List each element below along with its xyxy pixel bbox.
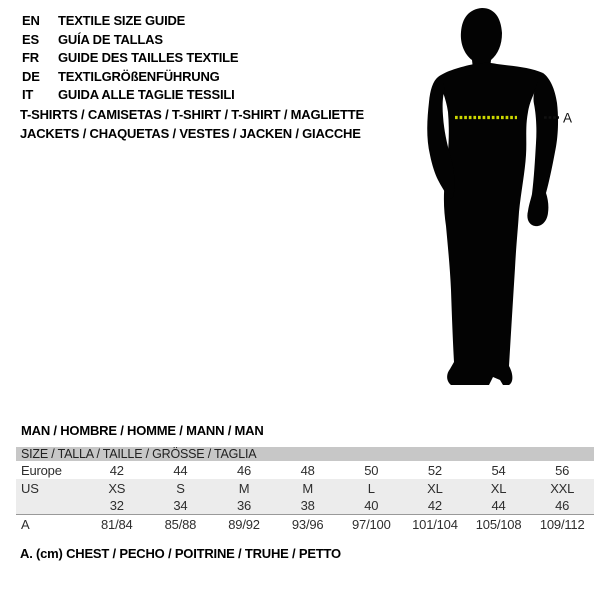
language-title: GUÍA DE TALLAS [58, 31, 163, 47]
size-value: L [367, 480, 375, 496]
size-value: 81/84 [101, 517, 133, 532]
row-label: Europe [21, 462, 62, 478]
chest-label-a: A [563, 110, 573, 126]
category-jackets: JACKETS / CHAQUETAS / VESTES / JACKEN / GIACCHE [20, 125, 361, 141]
size-value: M [302, 480, 313, 496]
size-value: 89/92 [228, 517, 260, 532]
language-row [22, 86, 238, 105]
silhouette-head [461, 8, 502, 69]
size-value: 44 [173, 462, 188, 478]
size-value: XXL [550, 480, 575, 496]
size-value: S [176, 480, 185, 496]
table-row-numeric [16, 497, 594, 514]
size-value: XL [490, 480, 507, 496]
size-value: 46 [237, 462, 252, 478]
language-row [22, 31, 238, 50]
size-value: 36 [237, 498, 252, 513]
language-title: TEXTILE SIZE GUIDE [58, 13, 186, 28]
language-row [22, 12, 238, 31]
row-label: A [21, 517, 30, 532]
table-row-us [16, 479, 594, 497]
size-table [16, 447, 594, 534]
language-code: FR [22, 50, 39, 65]
garment-categories [20, 106, 364, 143]
size-table-header-label: SIZE / TALLA / TAILLE / GRÖSSE / TAGLIA [21, 447, 257, 461]
row-label: US [21, 480, 39, 496]
language-row [22, 68, 238, 87]
size-value: 109/112 [539, 517, 585, 532]
table-row-europe [16, 461, 594, 479]
size-value: 56 [555, 462, 570, 478]
size-value: 50 [364, 462, 379, 478]
size-value: 46 [555, 498, 570, 513]
size-value: 97/100 [352, 517, 391, 532]
table-row-chest [16, 514, 594, 534]
size-value: 38 [300, 498, 315, 513]
language-list [22, 12, 238, 105]
language-title: TEXTILGRÖßENFÜHRUNG [58, 68, 220, 84]
language-code: EN [22, 13, 40, 28]
size-value: 93/96 [291, 517, 324, 532]
size-value: 85/88 [164, 517, 197, 532]
size-value: M [238, 480, 250, 496]
size-value: 54 [491, 462, 506, 478]
language-title: GUIDE DES TAILLES TEXTILE [58, 50, 239, 65]
language-code: ES [22, 31, 39, 47]
language-code: DE [22, 68, 40, 84]
language-code: IT [22, 87, 34, 102]
size-value: 34 [173, 498, 188, 513]
size-table-header-bar [16, 447, 594, 461]
size-value: 42 [427, 498, 442, 513]
size-value: XL [427, 480, 443, 496]
man-silhouette-figure [390, 0, 600, 400]
size-value: XS [108, 480, 126, 496]
category-tshirts: T-SHIRTS / CAMISETAS / T-SHIRT / T-SHIRT / MAGLIETTE [20, 107, 364, 122]
gender-heading: MAN / HOMBRE / HOMME / MANN / MAN [21, 423, 264, 438]
measurement-footnote: A. (cm) CHEST / PECHO / POITRINE / TRUHE / PETTO [20, 546, 341, 561]
language-title: GUIDA ALLE TAGLIE TESSILI [58, 87, 235, 102]
man-silhouette [390, 0, 600, 400]
size-value: 105/108 [475, 517, 522, 532]
size-value: 48 [300, 462, 315, 478]
size-value: 42 [109, 462, 124, 478]
size-value: 101/104 [412, 517, 458, 532]
size-value: 44 [491, 498, 506, 513]
language-row [22, 49, 238, 68]
size-value: 32 [109, 498, 124, 513]
size-value: 40 [364, 498, 379, 513]
size-value: 52 [427, 462, 442, 478]
silhouette-body [438, 63, 543, 385]
